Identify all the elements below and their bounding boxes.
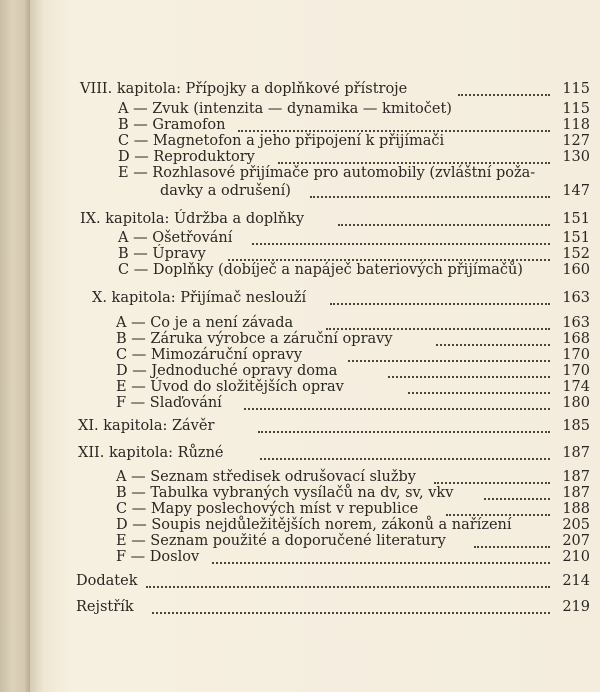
toc-entry-title: E — Úvod do složitějších oprav bbox=[116, 379, 344, 395]
toc-entry-page: 127 bbox=[562, 133, 590, 149]
toc-entry-title: E — Rozhlasové přijímače pro automobily (zvláštní poža- bbox=[118, 165, 536, 181]
toc-entry-page: 163 bbox=[562, 290, 590, 306]
toc-entry-page: 185 bbox=[562, 418, 590, 434]
toc-entry-page: 207 bbox=[562, 533, 590, 549]
toc-entry-10f bbox=[116, 393, 590, 413]
dot-leader bbox=[458, 92, 550, 96]
dot-leader bbox=[310, 194, 550, 198]
toc-entry-page: 205 bbox=[562, 517, 590, 533]
toc-entry-page: 160 bbox=[562, 262, 590, 278]
toc-entry-page: 130 bbox=[562, 149, 590, 165]
toc-entry-chapter-12 bbox=[78, 443, 590, 463]
toc-entry-page: 187 bbox=[562, 485, 590, 501]
toc-entry-title: E — Seznam použité a doporučené literatury bbox=[116, 533, 446, 549]
dot-leader bbox=[152, 610, 550, 614]
toc-entry-title: A — Ošetřování bbox=[118, 230, 233, 246]
toc-entry-title: XII. kapitola: Různé bbox=[78, 445, 224, 461]
toc-entry-page: 163 bbox=[562, 315, 590, 331]
toc-entry-page: 118 bbox=[562, 117, 590, 133]
toc-entry-title: C — Magnetofon a jeho připojení k přijímači bbox=[118, 133, 445, 149]
toc-entry-title: Dodatek bbox=[76, 573, 138, 589]
toc-entry-title: X. kapitola: Přijímač neslouží bbox=[92, 290, 307, 306]
toc-entry-page: 170 bbox=[562, 347, 590, 363]
toc-entry-page: 151 bbox=[562, 230, 590, 246]
toc-entry-appendix bbox=[76, 571, 590, 591]
toc-entry-8e-cont bbox=[160, 181, 590, 201]
dot-leader bbox=[146, 584, 550, 588]
toc-entry-chapter-8 bbox=[80, 79, 590, 99]
toc-entry-12f bbox=[116, 547, 590, 567]
toc-entry-title: B — Tabulka vybraných vysílačů na dv, sv, vkv bbox=[116, 485, 454, 501]
toc-entry-page: 180 bbox=[562, 395, 590, 411]
toc-entry-title: F — Slaďování bbox=[116, 395, 222, 411]
toc-entry-title: C — Mapy poslechových míst v republice bbox=[116, 501, 419, 517]
dot-leader bbox=[244, 406, 550, 410]
toc-entry-8e bbox=[118, 163, 590, 183]
toc-entry-title: F — Doslov bbox=[116, 549, 200, 565]
toc-entry-chapter-11 bbox=[78, 416, 590, 436]
toc-entry-page: 115 bbox=[562, 101, 590, 117]
toc-entry-chapter-9 bbox=[80, 209, 590, 229]
toc-entry-page: 187 bbox=[562, 469, 590, 485]
toc-entry-title: D — Jednoduché opravy doma bbox=[116, 363, 338, 379]
dot-leader bbox=[330, 301, 550, 305]
dot-leader bbox=[338, 222, 550, 226]
toc-entry-title: Rejstřík bbox=[76, 599, 134, 615]
toc-entry-title: D — Soupis nejdůležitějších norem, zákonů a nařízení bbox=[116, 517, 512, 533]
toc-entry-page: 214 bbox=[562, 573, 590, 589]
dot-leader bbox=[212, 560, 550, 564]
toc-entry-page: 115 bbox=[562, 81, 590, 97]
toc-entry-title: A — Co je a není závada bbox=[116, 315, 294, 331]
toc-entry-index bbox=[76, 597, 590, 617]
toc-entry-page: 152 bbox=[562, 246, 590, 262]
toc-entry-title: VIII. kapitola: Přípojky a doplňkové přístroje bbox=[80, 81, 408, 97]
dot-leader bbox=[258, 429, 550, 433]
toc-entry-title: B — Gramofon bbox=[118, 117, 226, 133]
toc-entry-title: C — Doplňky (dobíječ a napáječ bateriových přijímačů) bbox=[118, 262, 523, 278]
toc-entry-chapter-10 bbox=[92, 288, 590, 308]
toc-entry-page: 210 bbox=[562, 549, 590, 565]
toc-entry-page: 170 bbox=[562, 363, 590, 379]
toc-entry-title: B — Záruka výrobce a záruční opravy bbox=[116, 331, 393, 347]
toc-entry-page: 151 bbox=[562, 211, 590, 227]
toc-entry-page: 174 bbox=[562, 379, 590, 395]
toc-entry-page: 187 bbox=[562, 445, 590, 461]
toc-entry-title: A — Seznam středisek odrušovací služby bbox=[116, 469, 416, 485]
toc-entry-title: XI. kapitola: Závěr bbox=[78, 418, 215, 434]
toc-entry-title: D — Reproduktory bbox=[118, 149, 255, 165]
toc-entry-page: 188 bbox=[562, 501, 590, 517]
toc-entry-page: 147 bbox=[562, 183, 590, 199]
toc-entry-title: B — Úpravy bbox=[118, 246, 206, 262]
toc-entry-page: 168 bbox=[562, 331, 590, 347]
toc-entry-title: IX. kapitola: Údržba a doplňky bbox=[80, 211, 305, 227]
toc-entry-title: davky a odrušení) bbox=[160, 183, 291, 199]
toc-entry-title: C — Mimozáruční opravy bbox=[116, 347, 303, 363]
toc-entry-9c bbox=[118, 260, 590, 280]
toc-entry-page: 219 bbox=[562, 599, 590, 615]
dot-leader bbox=[260, 456, 550, 460]
toc-entry-title: A — Zvuk (intenzita — dynamika — kmitočet) bbox=[118, 101, 452, 117]
